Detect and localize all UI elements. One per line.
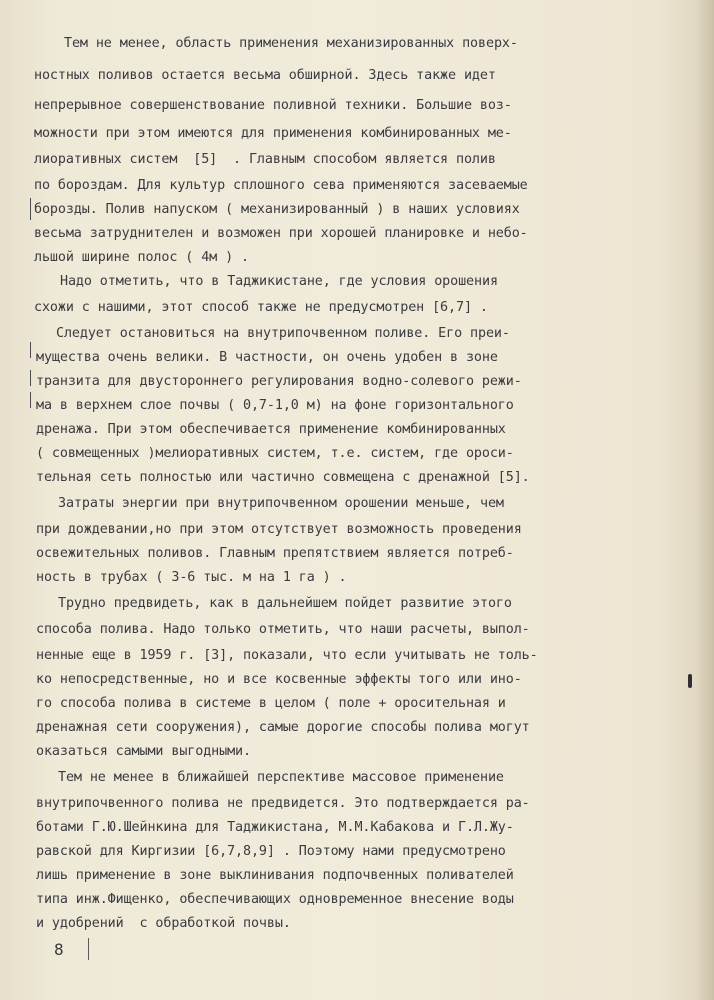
text-line: льшой ширине полос ( 4м ) . [34, 250, 249, 265]
margin-line-mark [30, 370, 31, 386]
text-line: равской для Киргизии [6,7,8,9] . Поэтому нами предусмотрено [36, 844, 506, 859]
text-line: Надо отметить, что в Таджикистане, где условия орошения [60, 274, 498, 289]
margin-line-mark [30, 392, 31, 408]
text-line: Затраты энергии при внутрипочвенном орошении меньше, чем [58, 496, 504, 511]
text-line: лиоративных систем [5] . Главным способом является полив [34, 152, 496, 167]
text-line: дренажа. При этом обеспечивается применение комбинированных [36, 422, 506, 437]
text-line: ма в верхнем слое почвы ( 0,7-1,0 м) на фоне горизонтального [36, 398, 514, 413]
text-line: освежительных поливов. Главным препятствием является потреб- [36, 546, 514, 561]
text-line: оказаться самыми выгодными. [36, 744, 251, 759]
page-number-tick [88, 938, 89, 960]
text-line: Тем не менее, область применения механизированных поверх- [64, 36, 518, 51]
text-line: Следует остановиться на внутрипочвенном поливе. Его преи- [56, 326, 510, 341]
margin-line-mark [30, 342, 31, 358]
page-number: 8 [54, 940, 64, 959]
text-line: тельная сеть полностью или частично совмещена с дренажной [5]. [36, 470, 530, 485]
text-line: ненные еще в 1959 г. [3], показали, что если учитывать не толь- [36, 648, 538, 663]
text-line: можности при этом имеются для применения комбинированных ме- [34, 126, 512, 141]
text-line: непрерывное совершенствование поливной техники. Большие воз- [34, 98, 512, 113]
text-line: Тем не менее в ближайшей перспективе массовое применение [58, 770, 504, 785]
text-line: дренажная сети сооружения), самые дорогие способы полива могут [36, 720, 530, 735]
text-line: мущества очень велики. В частности, он очень удобен в зоне [36, 350, 498, 365]
text-line: типа инж.Фищенко, обеспечивающих одновременное внесение воды [36, 892, 514, 907]
text-line: ( совмещенных )мелиоративных систем, т.е. систем, где ороси- [36, 446, 514, 461]
text-line: ность в трубах ( 3-6 тыс. м на 1 га ) . [36, 570, 347, 585]
text-line: Трудно предвидеть, как в дальнейшем пойдет развитие этого [58, 596, 512, 611]
text-line: способа полива. Надо только отметить, что наши расчеты, выпол- [36, 622, 530, 637]
text-line: ностных поливов остается весьма обширной. Здесь также идет [34, 68, 496, 83]
text-line: при дождевании,но при этом отсутствует возможность проведения [36, 522, 522, 537]
margin-ink-mark [688, 674, 692, 688]
text-line: и удобрений с обработкой почвы. [36, 916, 291, 931]
page-edge-shadow [696, 0, 714, 1000]
text-line: лишь применение в зоне выклинивания подпочвенных поливателей [36, 868, 514, 883]
text-line: внутрипочвенного полива не предвидется. Это подтверждается ра- [36, 796, 530, 811]
text-line: го способа полива в системе в целом ( поле + оросительная и [36, 696, 506, 711]
text-line: ко непосредственные, но и все косвенные эффекты того или ино- [36, 672, 522, 687]
text-line: транзита для двустороннего регулирования водно-солевого режи- [36, 374, 522, 389]
margin-line-mark [30, 198, 31, 220]
text-line: весьма затруднителен и возможен при хорошей планировке и небо- [34, 226, 528, 241]
text-line: борозды. Полив напуском ( механизированный ) в наших условиях [34, 202, 520, 217]
text-line: ботами Г.Ю.Шейнкина для Таджикистана, М.М.Кабакова и Г.Л.Жу- [36, 820, 514, 835]
text-line: по бороздам. Для культур сплошного сева применяются засеваемые [34, 178, 528, 193]
text-line: схожи с нашими, этот способ также не предусмотрен [6,7] . [34, 300, 488, 315]
